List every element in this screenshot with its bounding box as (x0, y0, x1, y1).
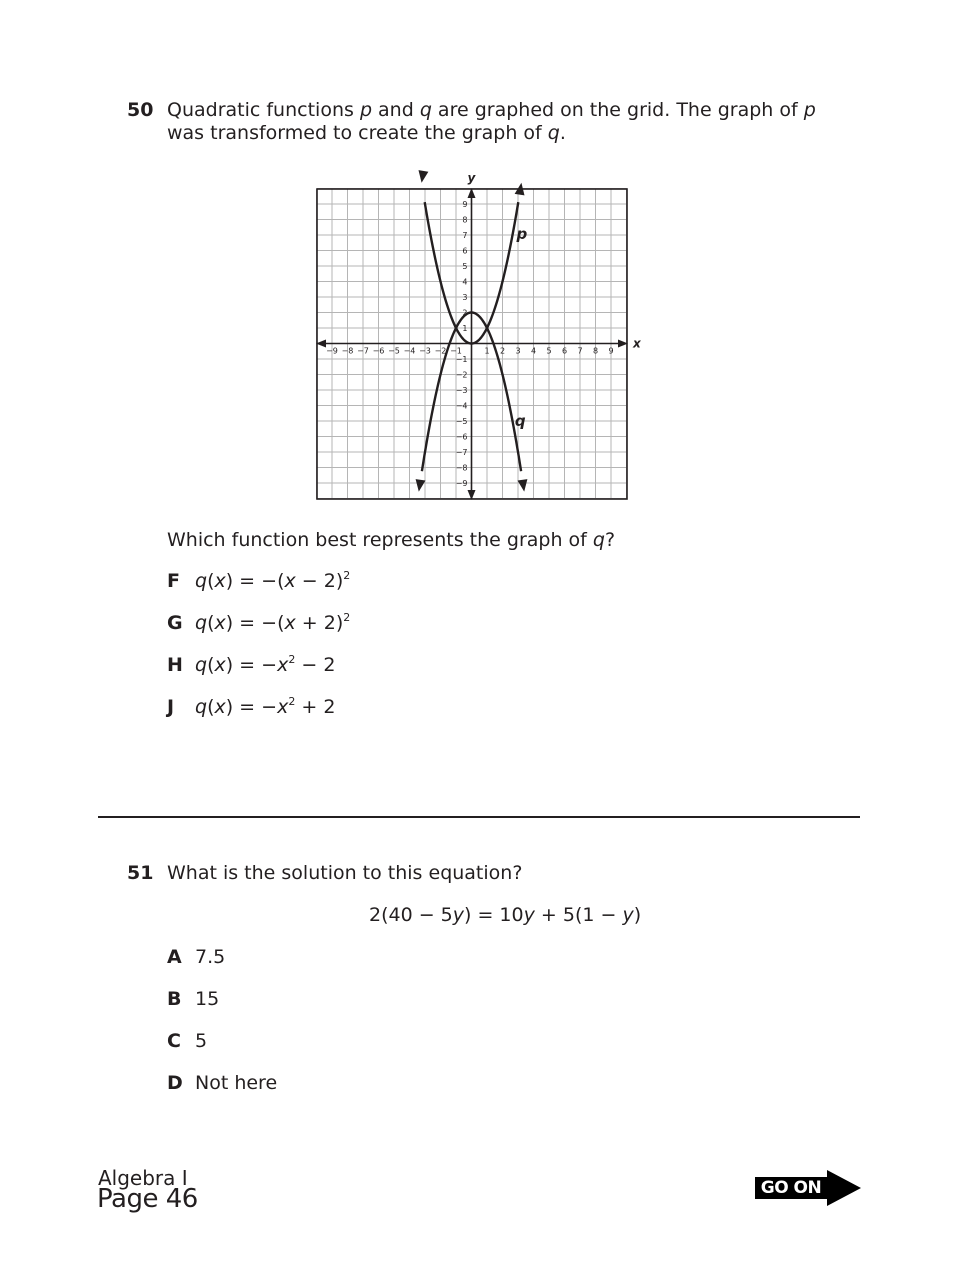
x-tick-label: 5 (546, 346, 552, 356)
option-letter: J (167, 696, 175, 718)
fn-part: − 2) (295, 570, 344, 592)
answer-option-f[interactable] (167, 570, 350, 593)
question-51-stem: What is the solution to this equation? (167, 862, 523, 884)
x-tick-label: 6 (561, 346, 568, 356)
series-q-label: q (514, 412, 526, 430)
series-p-label: p (516, 225, 528, 243)
var-x: x (284, 612, 296, 634)
var-p: p (359, 99, 372, 121)
question-50-prompt (167, 529, 615, 552)
fn-name: q (195, 612, 208, 634)
var-x: x (214, 696, 226, 718)
option-text: 7.5 (195, 946, 226, 968)
var-x: x (277, 696, 289, 718)
var-y: y (622, 904, 634, 926)
y-tick-label: 4 (462, 277, 468, 287)
x-tick-label: 1 (484, 346, 490, 356)
y-tick-label: −9 (455, 479, 468, 488)
var-q: q (592, 529, 605, 551)
y-tick-label: −7 (455, 448, 468, 457)
x-axis-label: x (633, 336, 641, 351)
fn-part: ( (207, 612, 215, 634)
quadratic-graph (300, 165, 660, 510)
answer-option-j[interactable] (167, 696, 335, 719)
series-q-arrow-icon (416, 479, 426, 492)
y-tick-label: 7 (462, 231, 468, 240)
fn-name: q (195, 654, 208, 676)
y-tick-label: 1 (462, 324, 468, 333)
y-tick-label: −1 (455, 355, 468, 364)
y-tick-label: 9 (462, 200, 468, 209)
question-50-stem (167, 99, 867, 145)
fn-name: q (195, 696, 208, 718)
section-divider (98, 816, 860, 818)
y-tick-label: 3 (462, 293, 468, 302)
eq-part: 2(40 − 5 (369, 904, 453, 926)
stem-text: . (559, 122, 566, 144)
fn-part: + 2 (295, 696, 336, 718)
option-letter: F (167, 570, 180, 592)
fn-part: − 2 (295, 654, 336, 676)
stem-text: are graphed on the grid. The graph of (431, 99, 804, 121)
x-tick-label: 4 (530, 346, 537, 356)
option-letter: H (167, 654, 183, 676)
fn-part: + 2) (295, 612, 344, 634)
option-letter: G (167, 612, 183, 634)
var-y: y (523, 904, 535, 926)
y-tick-label: −2 (455, 370, 468, 380)
exponent: 2 (288, 695, 296, 708)
prompt-text: Which function best represents the graph of (167, 529, 593, 551)
x-tick-label: −4 (403, 346, 416, 356)
option-letter: A (167, 946, 182, 968)
x-tick-label: −1 (450, 346, 462, 356)
series-q-arrow-icon (518, 479, 528, 492)
answer-option-d[interactable] (167, 1072, 277, 1095)
go-on-button[interactable] (755, 1170, 861, 1206)
stem-text: was transformed to create the graph of (167, 122, 548, 144)
eq-part: ) = 10 (464, 904, 524, 926)
x-tick-label: 8 (592, 346, 599, 356)
exponent: 2 (343, 611, 351, 624)
x-tick-label: 9 (608, 346, 614, 356)
y-tick-label: 2 (462, 308, 468, 318)
fn-part: ) = − (225, 696, 278, 718)
prompt-end: ? (604, 529, 616, 551)
y-tick-label: −4 (455, 401, 468, 411)
y-tick-label: 6 (462, 246, 468, 256)
eq-part: ) (633, 904, 642, 926)
series-p-arrow-icon (418, 170, 428, 183)
x-tick-label: −6 (372, 346, 385, 356)
fn-name: q (195, 570, 208, 592)
answer-option-g[interactable] (167, 612, 350, 635)
var-q: q (547, 122, 560, 144)
fn-part: ( (207, 570, 215, 592)
y-axis-label: y (467, 171, 476, 185)
x-tick-label: −9 (326, 346, 338, 356)
var-x: x (284, 570, 296, 592)
footer-subject: Algebra I (98, 1166, 188, 1190)
x-tick-label: −7 (357, 346, 369, 356)
fn-part: ) = − (225, 654, 278, 676)
answer-option-a[interactable] (167, 946, 225, 969)
stem-text: and (372, 99, 420, 121)
exponent: 2 (288, 653, 296, 666)
fn-part: ) = −( (225, 612, 285, 634)
option-letter: D (167, 1072, 183, 1094)
x-tick-label: −3 (419, 346, 431, 356)
y-tick-label: −3 (455, 386, 468, 395)
option-letter: C (167, 1030, 181, 1052)
fn-part: ) = −( (225, 570, 285, 592)
footer-page-number: Page 46 (97, 1184, 198, 1214)
answer-option-c[interactable] (167, 1030, 207, 1053)
answer-option-b[interactable] (167, 988, 219, 1011)
option-text: Not here (195, 1072, 278, 1094)
y-tick-label: −6 (455, 432, 468, 442)
var-x: x (214, 654, 226, 676)
exponent: 2 (343, 569, 351, 582)
stem-text: Quadratic functions (167, 99, 360, 121)
var-q: q (419, 99, 432, 121)
option-letter: B (167, 988, 182, 1010)
var-x: x (214, 570, 226, 592)
go-on-label: GO ON (755, 1177, 827, 1199)
y-tick-label: −8 (455, 463, 468, 473)
x-tick-label: 2 (499, 346, 506, 356)
var-p: p (803, 99, 816, 121)
question-51-equation (369, 904, 641, 927)
var-y: y (452, 904, 465, 926)
x-tick-label: 7 (577, 346, 583, 356)
fn-part: ( (207, 654, 215, 676)
var-x: x (277, 654, 289, 676)
fn-part: ( (207, 696, 215, 718)
option-text: 15 (195, 988, 220, 1010)
y-tick-label: 5 (462, 262, 468, 271)
option-text: 5 (195, 1030, 208, 1052)
y-tick-label: 8 (462, 215, 468, 225)
x-tick-label: −5 (388, 346, 400, 356)
x-tick-label: −8 (341, 346, 354, 356)
var-x: x (214, 612, 226, 634)
x-tick-label: −2 (434, 346, 447, 356)
answer-option-h[interactable] (167, 654, 335, 677)
y-tick-label: −5 (455, 417, 468, 426)
question-51-number: 51 (127, 862, 154, 884)
eq-part: + 5(1 − (534, 904, 623, 926)
question-50-number: 50 (127, 99, 154, 121)
x-tick-label: 3 (515, 346, 521, 356)
